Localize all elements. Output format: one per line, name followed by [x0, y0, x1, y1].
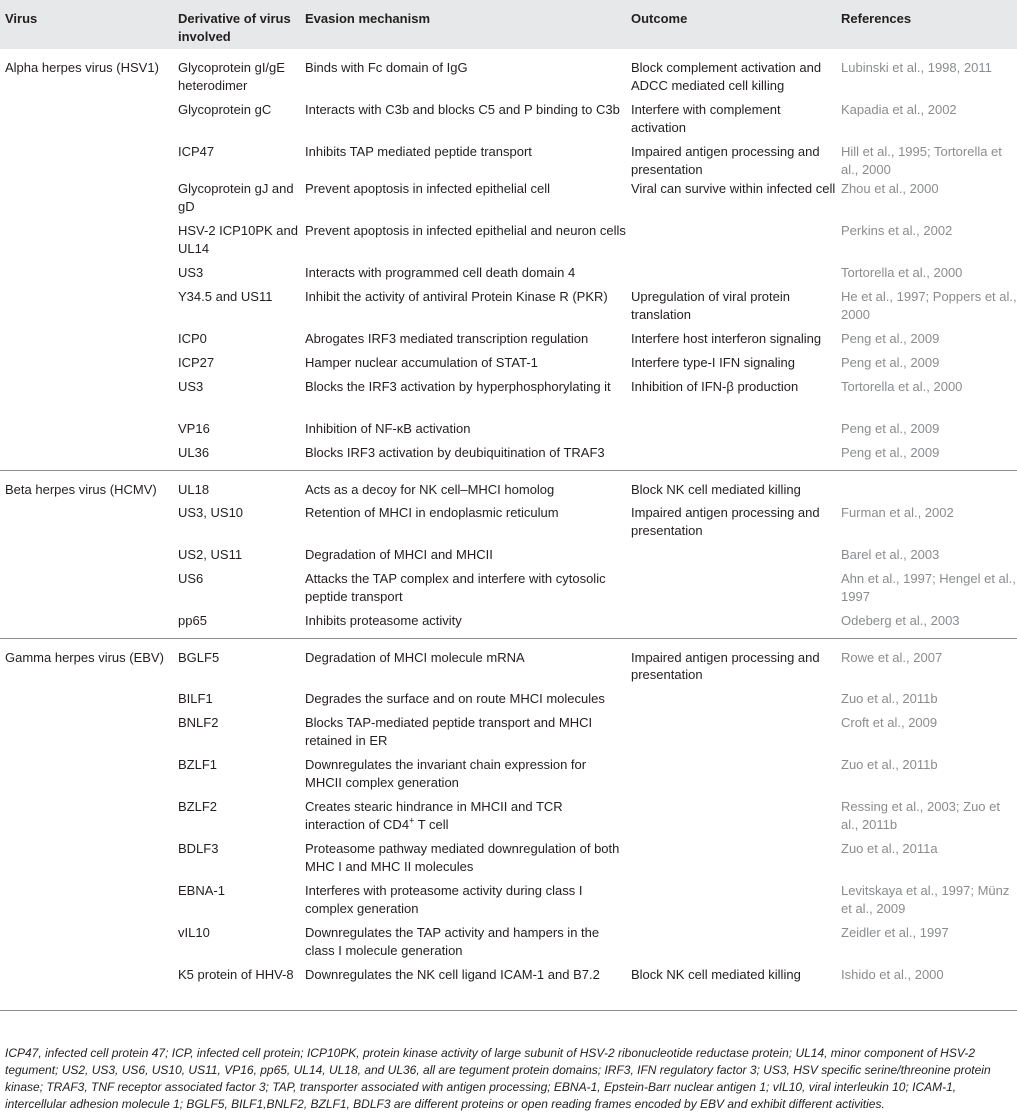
cell-references: Zuo et al., 2011b — [841, 757, 938, 772]
cell-outcome — [626, 712, 836, 754]
table-row — [0, 568, 1017, 610]
cell-references: Ressing et al., 2003; Zuo et al., 2011b — [841, 799, 1000, 832]
cell-virus — [0, 610, 173, 638]
cell-virus — [0, 99, 173, 141]
table-row — [0, 880, 1017, 922]
cell-outcome: Interfere with complement activation — [631, 102, 781, 135]
cell-virus — [0, 544, 173, 568]
table-row — [0, 470, 1017, 502]
cell-references: Perkins et al., 2002 — [841, 223, 953, 238]
cell-derivative: US3 — [178, 265, 204, 280]
cell-mechanism: Interacts with programmed cell death domain 4 — [305, 265, 576, 280]
table-body — [0, 49, 1017, 1010]
cell-derivative: US6 — [178, 571, 204, 586]
cell-derivative: BZLF2 — [178, 799, 218, 814]
header-row — [0, 0, 1017, 49]
cell-references: He et al., 1997; Poppers et al., 2000 — [841, 289, 1017, 322]
cell-mechanism: Inhibits proteasome activity — [300, 610, 626, 638]
table-row — [0, 502, 1017, 544]
table-row — [0, 442, 1017, 470]
table-row — [0, 544, 1017, 568]
cell-references: Peng et al., 2009 — [841, 421, 940, 436]
cell-outcome — [626, 262, 836, 286]
cell-derivative: BZLF1 — [178, 757, 218, 772]
table-row — [0, 610, 1017, 638]
cell-derivative: Glycoprotein gC — [178, 102, 272, 117]
cell-mechanism: Retention of MHCI in endoplasmic reticulum — [305, 505, 559, 520]
cell-derivative: ICP47 — [178, 144, 215, 159]
cell-virus — [0, 568, 173, 610]
cell-virus — [0, 964, 173, 1010]
cell-virus — [0, 838, 173, 880]
mechanism-text: Creates stearic hindrance in MHCII and TCR interaction of CD4 — [305, 799, 563, 832]
cell-outcome — [626, 688, 836, 712]
cell-derivative: pp65 — [173, 610, 300, 638]
cell-references: Peng et al., 2009 — [841, 331, 940, 346]
cell-virus — [0, 442, 173, 470]
cell-derivative: EBNA-1 — [178, 883, 225, 898]
cell-references: Peng et al., 2009 — [841, 355, 940, 370]
cell-mechanism: Inhibition of NF-κB activation — [305, 421, 471, 436]
cell-outcome: Impaired antigen processing and presentation — [631, 649, 820, 682]
cell-virus — [0, 220, 173, 262]
cell-virus — [0, 418, 173, 442]
cell-derivative: vIL10 — [178, 925, 210, 940]
cell-virus — [0, 328, 173, 352]
cell-mechanism: Interacts with C3b and blocks C5 and P binding to C3b — [305, 102, 620, 117]
table-row — [0, 286, 1017, 328]
cell-outcome — [626, 442, 836, 470]
cell-references: Kapadia et al., 2002 — [841, 102, 957, 117]
cell-references: Barel et al., 2003 — [841, 547, 940, 562]
cell-derivative: Glycoprotein gI/gE heterodimer — [178, 60, 285, 93]
cell-outcome — [626, 838, 836, 880]
cell-virus — [0, 502, 173, 544]
cell-mechanism: Blocks the IRF3 activation by hyperphosphorylating it — [305, 379, 611, 394]
cell-outcome — [626, 796, 836, 838]
cell-outcome: Viral can survive within infected cell — [631, 181, 836, 196]
cell-virus — [0, 352, 173, 376]
cell-outcome — [626, 610, 836, 638]
header-references: References — [841, 11, 912, 26]
cell-outcome — [626, 754, 836, 796]
cell-derivative: BDLF3 — [178, 841, 219, 856]
cell-outcome: Impaired antigen processing and presentation — [631, 505, 820, 538]
table-row — [0, 838, 1017, 880]
table-row — [0, 178, 1017, 220]
cell-mechanism: Downregulates the TAP activity and hampers in the class I molecule generation — [305, 925, 600, 958]
cell-outcome: Interfere type-I IFN signaling — [631, 355, 796, 370]
cell-derivative: US3, US10 — [178, 505, 244, 520]
mechanism-superscript: + — [409, 815, 415, 826]
cell-references: Odeberg et al., 2003 — [836, 610, 1017, 638]
cell-references: Croft et al., 2009 — [841, 715, 938, 730]
cell-outcome: Interfere host interferon signaling — [631, 331, 822, 346]
cell-references: Ahn et al., 1997; Hengel et al., 1997 — [841, 571, 1016, 604]
cell-mechanism: Degradation of MHCI and MHCII — [305, 547, 493, 562]
cell-outcome — [626, 922, 836, 964]
cell-derivative: ICP27 — [178, 355, 215, 370]
cell-references — [836, 470, 1017, 502]
cell-derivative: Y34.5 and US11 — [178, 289, 273, 304]
table-row — [0, 712, 1017, 754]
cell-references: Tortorella et al., 2000 — [841, 379, 963, 394]
cell-references: Ishido et al., 2000 — [836, 964, 1017, 1010]
table-row — [0, 796, 1017, 838]
cell-mechanism: Hamper nuclear accumulation of STAT-1 — [305, 355, 538, 370]
cell-virus — [0, 688, 173, 712]
cell-mechanism: Blocks IRF3 activation by deubiquitination of TRAF3 — [300, 442, 626, 470]
table-row — [0, 49, 1017, 99]
table-row — [0, 638, 1017, 688]
cell-mechanism: Interferes with proteasome activity during class I complex generation — [305, 883, 583, 916]
cell-outcome — [626, 418, 836, 442]
table-footnote: ICP47, infected cell protein 47; ICP, infected cell protein; ICP10PK, protein kinase activity of large subunit of HSV-2 ribonucleotide reductase protein; UL14, minor component of HSV-2 tegument; US2, US3, US6, US10, US11, VP16, pp65, UL14, UL18, and UL36, all are tegument protein domains; IRF3, IFN regulatory factor 3; US3, HSV specific serine/threonine protein kinase; TRAF3, TNF receptor associated factor 3; TAP, transporter associated with antigen processing; EBNA-1, Epstein-Barr nuclear antigen 1; vIL10, viral interleukin 10; ICAM-1, intercellular adhesion molecule 1; BGLF5, BILF1,BNLF2, BZLF1, BDLF3 are different proteins or open reading frames encoded by EBV and exhibit different activities. — [5, 1046, 991, 1111]
header-virus: Virus — [5, 11, 38, 26]
cell-outcome: Upregulation of viral protein translation — [631, 289, 790, 322]
cell-mechanism: Degradation of MHCI molecule mRNA — [305, 649, 525, 665]
cell-mechanism: Proteasome pathway mediated downregulation of both MHC I and MHC II molecules — [305, 841, 620, 874]
cell-derivative: Glycoprotein gJ and gD — [178, 181, 294, 214]
cell-virus: Alpha herpes virus (HSV1) — [5, 60, 159, 75]
cell-mechanism: Blocks TAP-mediated peptide transport and MHCI retained in ER — [305, 715, 593, 748]
cell-outcome: Block complement activation and ADCC mediated cell killing — [631, 60, 822, 93]
table-row — [0, 352, 1017, 376]
header-mechanism: Evasion mechanism — [305, 11, 430, 26]
table-row — [0, 964, 1017, 1010]
cell-derivative: K5 protein of HHV-8 — [173, 964, 300, 1010]
table-row — [0, 922, 1017, 964]
cell-references: Zhou et al., 2000 — [841, 181, 939, 196]
table-row — [0, 220, 1017, 262]
cell-virus — [0, 141, 173, 178]
cell-outcome: Block NK cell mediated killing — [631, 481, 801, 497]
cell-references: Rowe et al., 2007 — [841, 649, 943, 665]
cell-virus — [0, 922, 173, 964]
cell-references: Peng et al., 2009 — [836, 442, 1017, 470]
cell-mechanism: Attacks the TAP complex and interfere with cytosolic peptide transport — [305, 571, 606, 604]
mechanism-text-tail: T cell — [414, 816, 449, 832]
cell-mechanism: Downregulates the invariant chain expression for MHCII complex generation — [305, 757, 587, 790]
table-row — [0, 688, 1017, 712]
cell-mechanism: Abrogates IRF3 mediated transcription regulation — [305, 331, 589, 346]
cell-mechanism: Binds with Fc domain of IgG — [305, 60, 468, 75]
table-row — [0, 376, 1017, 418]
cell-references: Zuo et al., 2011a — [841, 841, 938, 856]
cell-outcome: Impaired antigen processing and presentation — [631, 144, 820, 177]
cell-virus — [0, 286, 173, 328]
cell-mechanism: Inhibit the activity of antiviral Protein Kinase R (PKR) — [305, 289, 608, 304]
cell-derivative: UL36 — [173, 442, 300, 470]
cell-mechanism: Inhibits TAP mediated peptide transport — [305, 144, 532, 159]
cell-outcome — [626, 880, 836, 922]
cell-derivative: US3 — [178, 379, 204, 394]
cell-virus — [0, 376, 173, 418]
cell-outcome — [626, 568, 836, 610]
cell-mechanism: Downregulates the NK cell ligand ICAM-1 and B7.2 — [300, 964, 626, 1010]
cell-references: Zuo et al., 2011b — [841, 691, 938, 706]
header-outcome: Outcome — [631, 11, 688, 26]
table-header — [0, 0, 1017, 49]
table-row — [0, 754, 1017, 796]
header-derivative: Derivative of virus involved — [178, 11, 291, 44]
cell-mechanism: Acts as a decoy for NK cell–MHCI homolog — [305, 481, 555, 497]
cell-virus — [0, 796, 173, 838]
cell-virus — [0, 262, 173, 286]
cell-virus — [0, 712, 173, 754]
cell-derivative: BNLF2 — [178, 715, 219, 730]
cell-references: Zeidler et al., 1997 — [841, 925, 949, 940]
cell-mechanism — [300, 796, 626, 838]
cell-references: Furman et al., 2002 — [841, 505, 954, 520]
table-row — [0, 328, 1017, 352]
cell-mechanism: Degrades the surface and on route MHCI molecules — [305, 691, 605, 706]
cell-virus — [0, 754, 173, 796]
cell-mechanism: Prevent apoptosis in infected epithelial cell — [305, 181, 550, 196]
cell-virus: Beta herpes virus (HCMV) — [5, 481, 157, 497]
table-row — [0, 99, 1017, 141]
cell-references: Levitskaya et al., 1997; Münz et al., 2009 — [841, 883, 1010, 916]
cell-derivative: US2, US11 — [178, 547, 243, 562]
cell-derivative: ICP0 — [178, 331, 207, 346]
table-row — [0, 262, 1017, 286]
cell-virus — [0, 178, 173, 220]
table-row — [0, 418, 1017, 442]
cell-derivative: HSV-2 ICP10PK and UL14 — [178, 223, 298, 256]
cell-derivative: UL18 — [178, 481, 210, 497]
cell-derivative: BILF1 — [178, 691, 213, 706]
cell-mechanism: Prevent apoptosis in infected epithelial and neuron cells — [305, 223, 626, 238]
cell-virus — [0, 880, 173, 922]
cell-outcome — [626, 544, 836, 568]
cell-references: Hill et al., 1995; Tortorella et al., 2000 — [841, 144, 1002, 177]
cell-derivative: BGLF5 — [178, 649, 220, 665]
cell-references: Lubinski et al., 1998, 2011 — [841, 60, 992, 75]
cell-outcome — [626, 220, 836, 262]
table-row — [0, 141, 1017, 178]
cell-outcome: Inhibition of IFN-β production — [631, 379, 799, 394]
cell-references: Tortorella et al., 2000 — [841, 265, 963, 280]
cell-derivative: VP16 — [178, 421, 210, 436]
cell-outcome: Block NK cell mediated killing — [626, 964, 836, 1010]
cell-virus: Gamma herpes virus (EBV) — [5, 649, 164, 665]
